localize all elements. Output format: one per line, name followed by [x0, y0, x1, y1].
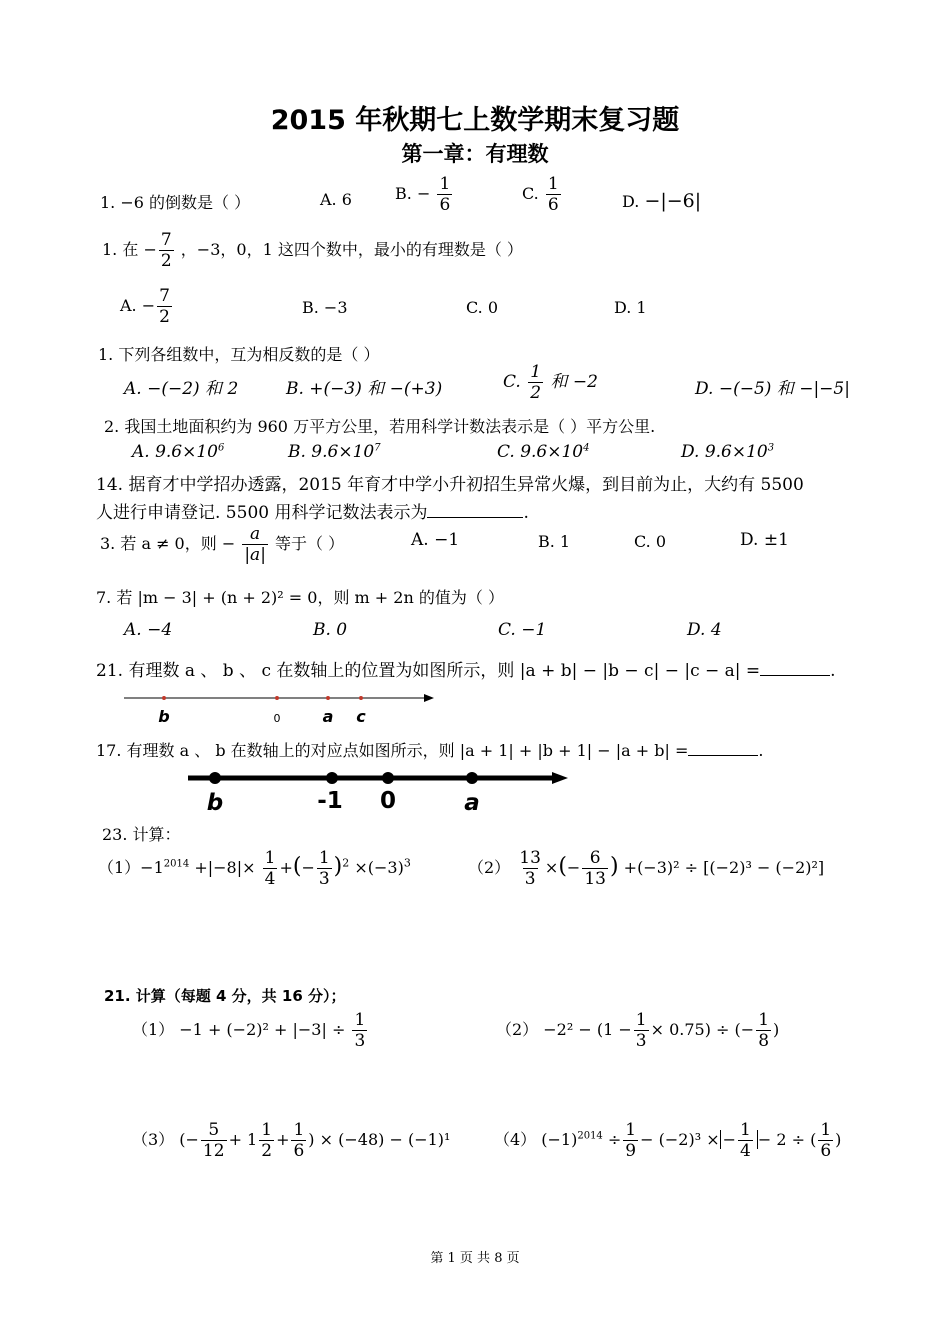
numerator: 1	[740, 1120, 751, 1140]
point-c	[359, 696, 363, 700]
answer-blank	[760, 661, 830, 676]
question-3-option-b: B. +(−3) 和 −(+3)	[286, 379, 443, 399]
text: ×	[544, 858, 559, 877]
question-2-option-c: C. 0	[466, 298, 499, 317]
fraction	[157, 286, 172, 327]
numerator: 1	[635, 1010, 647, 1030]
question-10-part-1: $(1)-1^{2014} +|-8|\times$ $\frac{1}{4}$ +(− $\frac{1}{3}$ )$^2 \times(-3)^3$	[98, 848, 411, 889]
numerator: 6	[589, 848, 601, 868]
question-1-option-a: A. 6	[320, 190, 352, 209]
text: ，−3，0，1 这四个数中，最小的有理数是（ ）	[180, 240, 523, 259]
text: − 2 ÷ (	[757, 1130, 817, 1149]
denominator: 3	[354, 1031, 366, 1051]
denominator: 12	[202, 1141, 225, 1161]
text: )	[835, 1130, 842, 1149]
fraction	[582, 848, 608, 889]
numerator: a	[250, 524, 261, 544]
question-1-option-c	[522, 174, 563, 215]
exponent: 6	[218, 442, 225, 454]
minus-sign: −	[722, 1130, 736, 1149]
question-4-option-d	[681, 442, 774, 462]
numerator: 1	[547, 174, 559, 194]
point-a	[326, 696, 330, 700]
text: （2）	[468, 858, 511, 877]
question-11-part-1	[132, 1010, 369, 1051]
minus-sign: −	[566, 858, 581, 877]
text: )	[773, 1020, 780, 1039]
question-10-heading: 23. 计算：	[102, 825, 181, 844]
question-4-option-b	[288, 442, 381, 462]
question-7-stem: 7. 若 |m − 3| + (n + 2)² = 0，则 m + 2n 的值为（ ）	[96, 588, 504, 607]
fraction	[738, 1120, 753, 1161]
denominator: 6	[547, 195, 559, 215]
question-3-option-a: A. −(−2) 和 2	[124, 379, 239, 399]
option-text: C. 9.6×10	[497, 442, 584, 462]
numerator: 1	[530, 362, 542, 382]
denominator: 2	[261, 1141, 273, 1161]
text: 17. 有理数 a 、 b 在数轴上的对应点如图所示，则 |a + 1| + |b + 1| − |a + b| =	[96, 741, 689, 760]
text: − (−2)³ ×	[640, 1130, 720, 1149]
text: （4） (−1)	[494, 1130, 578, 1149]
denominator: 6	[820, 1141, 832, 1161]
numerator: 1	[318, 848, 330, 868]
fraction	[517, 848, 543, 889]
exponent: 4	[583, 442, 590, 454]
question-2-option-b: B. −3	[302, 298, 348, 317]
denominator: 4	[264, 869, 276, 889]
fraction	[263, 848, 278, 889]
text: （2） −2² − (1 −	[496, 1020, 632, 1039]
fraction	[291, 1120, 306, 1161]
point-zero	[382, 772, 394, 784]
label-a: a	[322, 707, 334, 726]
chapter-subtitle: 第一章：有理数	[401, 142, 549, 166]
text: ) × (−48) − (−1)¹	[308, 1130, 451, 1149]
exponent: 3	[403, 856, 411, 870]
denominator: 2	[159, 307, 170, 327]
exponent: 2	[342, 856, 350, 870]
answer-blank	[688, 741, 758, 756]
text: 和 −2	[550, 372, 598, 392]
denominator: 3	[635, 1031, 647, 1051]
denominator: 2	[160, 251, 172, 271]
axis-arrow	[552, 772, 568, 784]
denominator: 6	[439, 195, 451, 215]
question-8-stem: 21. 有理数 a 、 b 、 c 在数轴上的位置为如图所示，则 |a + b| − |b − c| − |c − a| = .	[96, 661, 836, 681]
number-line-1	[120, 688, 450, 728]
label-a: a	[464, 790, 480, 816]
question-1-option-d	[622, 190, 701, 212]
denominator: 8	[758, 1031, 770, 1051]
question-2-option-d: D. 1	[614, 298, 647, 317]
label-c: c	[356, 707, 366, 726]
question-3-option-c	[503, 362, 598, 403]
exponent: 2014	[163, 858, 190, 870]
point-b	[162, 696, 166, 700]
numerator: 1	[758, 1010, 770, 1030]
fraction	[317, 848, 332, 889]
text: ÷	[607, 1130, 622, 1149]
answer-blank	[427, 503, 523, 518]
text: +|−8|×	[194, 858, 256, 877]
numerator: 13	[519, 848, 541, 868]
text: 等于（ ）	[275, 534, 345, 553]
fraction	[546, 174, 561, 215]
question-6-option-b: B. 1	[538, 532, 571, 551]
question-9-stem: 17. 有理数 a 、 b 在数轴上的对应点如图所示，则 |a + 1| + |b + 1| − |a + b| = .	[96, 741, 764, 760]
denominator: 4	[740, 1141, 751, 1161]
fraction	[242, 524, 268, 565]
label-zero: 0	[379, 788, 397, 814]
numerator: 7	[160, 230, 172, 250]
axis-arrow	[424, 694, 434, 702]
text: 21. 有理数 a 、 b 、 c 在数轴上的位置为如图所示，则 |a + b| − |b − c| − |c − a| =	[96, 661, 761, 681]
text: 在	[122, 240, 139, 259]
question-number: 1.	[102, 240, 118, 259]
minus-sign: −	[416, 184, 431, 203]
option-text: A. 9.6×10	[132, 442, 218, 462]
question-7-option-c: C. −1	[498, 620, 547, 640]
page-footer: 第 1 页 共 8 页	[430, 1251, 520, 1266]
question-5-line-1: 14. 据育才中学招办透露，2015 年育才中学小升初招生异常火爆，到目前为止，大约有 5500	[96, 475, 804, 495]
fraction	[756, 1010, 771, 1051]
option-label: D.	[622, 192, 640, 211]
question-2-stem: 1. 在 − $\frac{7}{2}$ ，−3，0，1 这四个数中，最小的有理数是（ ）	[102, 230, 523, 271]
fraction	[528, 362, 543, 403]
fraction	[437, 174, 452, 215]
page-title: 2015 年秋期七上数学期末复习题	[270, 105, 680, 136]
denominator: 3	[524, 869, 536, 889]
numerator: 1	[820, 1120, 832, 1140]
question-11-part-3	[132, 1120, 450, 1161]
fraction	[634, 1010, 649, 1051]
question-7-option-b: B. 0	[313, 620, 348, 640]
exponent: 3	[767, 442, 775, 454]
text: ×(−3)	[354, 858, 404, 877]
fraction	[201, 1120, 227, 1161]
denominator: 2	[530, 383, 542, 403]
numerator: 5	[208, 1120, 220, 1140]
option-label: C.	[503, 372, 521, 392]
text: 人进行申请登记. 5500 用科学记数法表示为	[96, 503, 428, 523]
question-1-option-b	[395, 174, 454, 215]
point-a	[466, 772, 478, 784]
numerator: 1	[625, 1120, 637, 1140]
text: +(−3)² ÷ [(−2)³ − (−2)²]	[623, 858, 825, 877]
numerator: 1	[354, 1010, 366, 1030]
point-minus-one	[326, 772, 338, 784]
question-4-option-c	[497, 442, 590, 462]
denominator: 13	[584, 869, 606, 889]
question-4-stem: 2. 我国土地面积约为 960 万平方公里，若用科学计数法表示是（ ）平方公里.	[104, 417, 656, 436]
question-7-option-d: D. 4	[687, 620, 722, 640]
option-label: A.	[120, 296, 137, 315]
fraction	[159, 230, 174, 271]
absolute-value	[720, 1120, 758, 1161]
option-text: B. 9.6×10	[288, 442, 375, 462]
text: （1）−1	[98, 858, 164, 877]
text: （3） (−	[132, 1130, 199, 1149]
point-b	[209, 772, 221, 784]
point-zero	[275, 696, 279, 700]
denominator: 3	[318, 869, 330, 889]
question-5-line-2: 人进行申请登记. 5500 用科学记数法表示为 .	[96, 503, 529, 523]
question-10-part-2: （2） $\frac{13}{3}$ ×(− $\frac{6}{13}$ ) +(−3)² ÷ [(−2)³ − (−2)²]	[468, 848, 825, 889]
fraction	[352, 1010, 367, 1051]
question-1-stem: 1. −6 的倒数是（ ）	[100, 193, 251, 212]
fraction	[259, 1120, 274, 1161]
question-6-option-c: C. 0	[634, 532, 667, 551]
fraction	[818, 1120, 833, 1161]
question-11-part-4	[494, 1120, 841, 1161]
text: （1） −1 + (−2)² + |−3| ÷	[132, 1020, 346, 1039]
label-zero: 0	[273, 712, 281, 725]
question-6-option-a: A. −1	[411, 530, 460, 550]
option-label: C.	[522, 184, 539, 203]
numerator: 1	[293, 1120, 305, 1140]
question-2-option-a: A. − $\frac{7}{2}$	[120, 286, 170, 327]
option-text: D. 9.6×10	[681, 442, 768, 462]
numerator: 1	[261, 1120, 273, 1140]
fraction	[623, 1120, 638, 1161]
number-line-2	[184, 766, 574, 816]
question-7-option-a: A. −4	[124, 620, 173, 640]
question-11-heading: 21. 计算（每题 4 分，共 16 分）；	[104, 987, 346, 1005]
denominator: 9	[625, 1141, 637, 1161]
question-6-option-d: D. ±1	[740, 530, 789, 550]
question-3-stem: 1. 下列各组数中，互为相反数的是（ ）	[98, 345, 380, 364]
label-b: b	[158, 707, 170, 726]
numerator: 7	[159, 286, 170, 306]
text: +	[276, 1130, 290, 1149]
question-6-stem	[100, 524, 344, 565]
exponent: 2014	[577, 1130, 603, 1142]
question-11-part-2	[496, 1010, 779, 1051]
minus-sign: −	[301, 858, 315, 877]
question-4-option-a	[132, 442, 224, 462]
numerator: 1	[264, 848, 276, 868]
denominator: 6	[293, 1141, 305, 1161]
text: 3. 若 a ≠ 0，则 −	[100, 534, 236, 553]
question-3-option-d: D. −(−5) 和 −|−5|	[695, 379, 850, 399]
label-b: b	[206, 790, 224, 816]
text: + 1	[228, 1130, 258, 1149]
expression: −|−6|	[644, 190, 702, 212]
exponent: 7	[374, 442, 381, 454]
option-label: B.	[395, 184, 412, 203]
numerator: 1	[439, 174, 451, 194]
denominator: |a|	[244, 545, 266, 565]
label-minus-one: -1	[317, 788, 343, 814]
text: × 0.75) ÷ (−	[650, 1020, 755, 1039]
